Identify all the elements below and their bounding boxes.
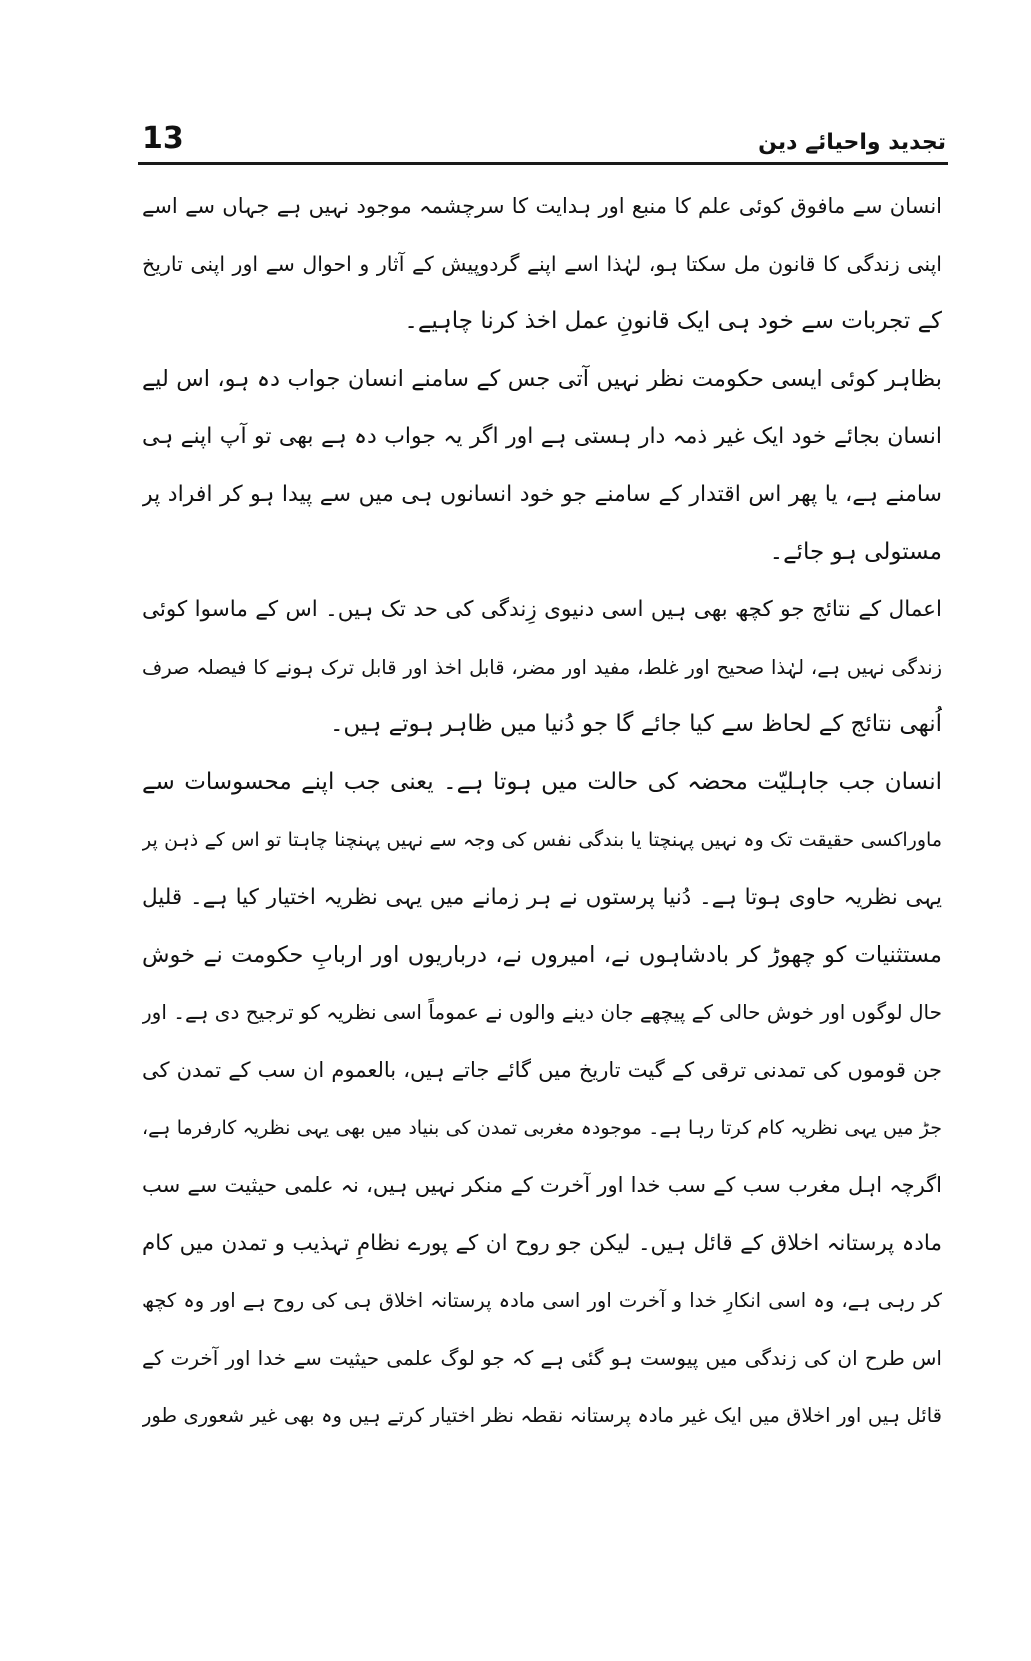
text-line: اعمال کے نتائج جو کچھ بھی ہیں اسی دنیوی زِندگی کی حد تک ہیں۔ اس کے ماسوا کوئی (142, 597, 942, 623)
text-line: جڑ میں یہی نظریہ کام کرتا رہا ہے۔ موجودہ مغربی تمدن کی بنیاد میں بھی یہی نظریہ کارفرما ہے، (142, 1116, 942, 1139)
text-line: مستثنیات کو چھوڑ کر بادشاہوں نے، امیروں نے، درباریوں اور اربابِ حکومت نے خوش (142, 941, 942, 968)
text-line: ماوراکسی حقیقت تک وہ نہیں پہنچتا یا بندگی نفس کی وجہ سے نہیں پہنچنا چاہتا تو اس کے ذہن پر (142, 828, 942, 851)
text-line: مادہ پرستانہ اخلاق کے قائل ہیں۔ لیکن جو روح ان کے پورے نظامِ تہذیب و تمدن میں کام (142, 1230, 942, 1256)
text-line: انسان بجائے خود ایک غیر ذمہ دار ہستی ہے اور اگر یہ جواب دہ ہے بھی تو آپ اپنے ہی (142, 424, 942, 450)
text-line: بظاہر کوئی ایسی حکومت نظر نہیں آتی جس کے سامنے انسان جواب دہ ہو، اس لیے (142, 365, 942, 392)
text-line: انسان سے مافوق کوئی علم کا منبع اور ہدایت کا سرچشمہ موجود نہیں ہے جہاں سے اسے (142, 194, 942, 218)
header-rule (138, 162, 948, 165)
text-line: انسان جب جاہلیّت محضہ کی حالت میں ہوتا ہے۔ یعنی جب اپنے محسوسات سے (142, 768, 942, 795)
body-text (142, 178, 942, 1445)
text-line: یہی نظریہ حاوی ہوتا ہے۔ دُنیا پرستوں نے ہر زمانے میں یہی نظریہ اختیار کیا ہے۔ قلیل (142, 885, 942, 911)
text-line: حال لوگوں اور خوش حالی کے پیچھے جان دینے والوں نے عموماً اسی نظریہ کو ترجیح دی ہے۔ اور (142, 1000, 942, 1025)
text-line: اس طرح ان کی زندگی میں پیوست ہو گئی ہے کہ جو لوگ علمی حیثیت سے خدا اور آخرت کے (142, 1345, 942, 1370)
text-line: کے تجربات سے خود ہی ایک قانونِ عمل اخذ کرنا چاہیے۔ (404, 308, 942, 335)
text-line: زندگی نہیں ہے، لہٰذا صحیح اور غلط، مفید اور مضر، قابل اخذ اور قابل ترک ہونے کا فیصلہ صرف (142, 655, 942, 679)
page-header (138, 110, 948, 164)
text-line: مستولی ہو جائے۔ (769, 538, 942, 565)
text-line: سامنے ہے، یا پھر اس اقتدار کے سامنے جو خود انسانوں ہی میں سے پیدا ہو کر افراد پر (142, 481, 942, 507)
text-line: قائل ہیں اور اخلاق میں ایک غیر مادہ پرستانہ نقطہ نظر اختیار کرتے ہیں وہ بھی غیر شعوری طور (142, 1404, 942, 1428)
page-number: 13 (142, 121, 184, 156)
text-line: اُنھی نتائج کے لحاظ سے کیا جائے گا جو دُنیا میں ظاہر ہوتے ہیں۔ (329, 711, 942, 738)
text-line: کر رہی ہے، وہ اسی انکارِ خدا و آخرت اور اسی مادہ پرستانہ اخلاق ہی کی روح ہے اور وہ کچھ (142, 1289, 942, 1313)
text-line: اپنی زندگی کا قانون مل سکتا ہو، لہٰذا اسے اپنے گردوپیش کے آثار و احوال سے اور اپنی تاریخ (142, 251, 942, 276)
text-line: اگرچہ اہل مغرب سب کے سب خدا اور آخرت کے منکر نہیں ہیں، نہ علمی حیثیت سے سب (142, 1173, 942, 1198)
text-line: جن قوموں کی تمدنی ترقی کے گیت تاریخ میں گائے جاتے ہیں، بالعموم ان سب کے تمدن کی (142, 1057, 942, 1082)
running-title: تجدید واحیائے دین (758, 130, 946, 155)
